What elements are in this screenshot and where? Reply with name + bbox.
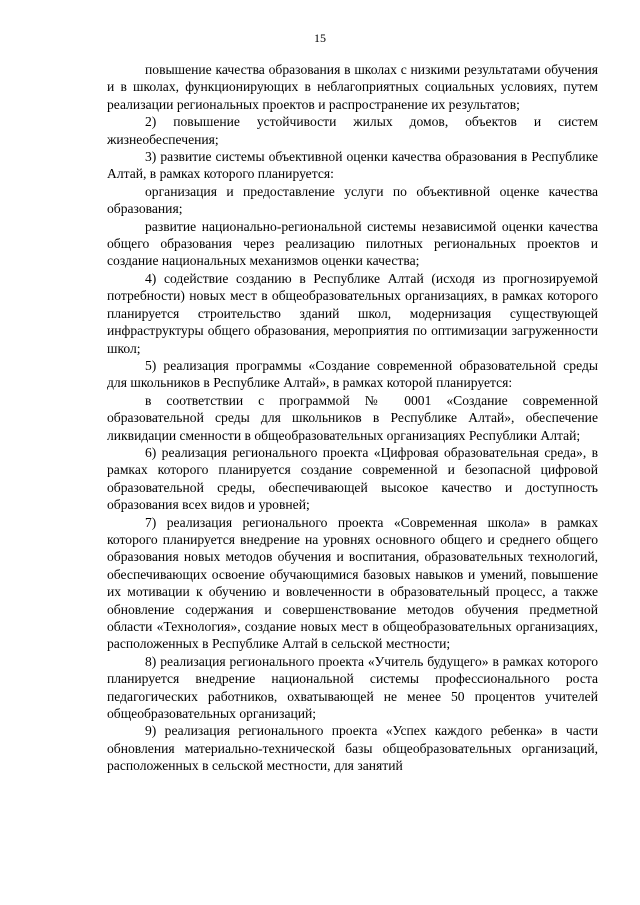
document-body bbox=[107, 61, 598, 775]
paragraph-7: 5) реализация программы «Создание современной образовательной среды для школьников в Республике Алтай», в рамках которой планируется: bbox=[107, 357, 598, 391]
paragraph-12: 9) реализация регионального проекта «Успех каждого ребенка» в части обновления материально-технической базы общеобразовательных организаций, расположенных в сельской местности, для занятий bbox=[107, 723, 598, 774]
paragraph-8: в соответствии с программой № 0001 «Создание современной образовательной среды для школьников в Республике Алтай», обеспечение ликвидации сменности в общеобразовательных организациях Республики Алтай; bbox=[107, 392, 598, 443]
paragraph-3: 3) развитие системы объективной оценки качества образования в Республике Алтай, в рамках которого планируется: bbox=[107, 149, 598, 182]
paragraph-11: 8) реализация регионального проекта «Учитель будущего» в рамках которого планируется внедрение национальной системы профессионального роста педагогических работников, охватывающей не менее 50 процентов учителей общеобразовательных организаций; bbox=[107, 653, 598, 722]
page-number: 15 bbox=[314, 31, 326, 45]
paragraph-9: 6) реализация регионального проекта «Цифровая образовательная среда», в рамках которого планируется создание современной и безопасной цифровой образовательной среды, обеспечивающей высокое качество и доступность образования всех видов и уровней; bbox=[107, 444, 598, 513]
paragraph-2: 2) повышение устойчивости жилых домов, объектов и систем жизнеобеспечения; bbox=[107, 114, 598, 147]
paragraph-4: организация и предоставление услуги по объективной оценке качества образования; bbox=[107, 183, 598, 217]
paragraph-6: 4) содействие созданию в Республике Алтай (исходя из прогнозируемой потребности) новых мест в общеобразовательных организациях, в рамках которого планируется строительство зданий школ, модернизация существующей инфраструктуры общего образования, мероприятия по оптимизации загруженности школ; bbox=[107, 270, 598, 356]
paragraph-10: 7) реализация регионального проекта «Современная школа» в рамках которого планируется внедрение на уровнях основного общего и среднего общего образования новых методов обучения и воспитания, образовательных технологий, обеспечивающих освоение обучающимися базовых навыков и умений, повышение их мотивации к обучению и вовлеченности в образовательный процесс, а также обновление содержания и совершенствование методов обучения предметной области «Технология», создание новых мест в общеобразовательных организациях, расположенных в Республике Алтай в сельской местности; bbox=[107, 514, 598, 652]
paragraph-1: повышение качества образования в школах с низкими результатами обучения и в школах, функционирующих в неблагоприятных социальных условиях, путем реализации региональных проектов и распространение их результатов; bbox=[107, 62, 598, 112]
paragraph-5: развитие национально-региональной системы независимой оценки качества общего образования через реализацию пилотных региональных проектов и создание национальных механизмов оценки качества; bbox=[107, 218, 598, 269]
